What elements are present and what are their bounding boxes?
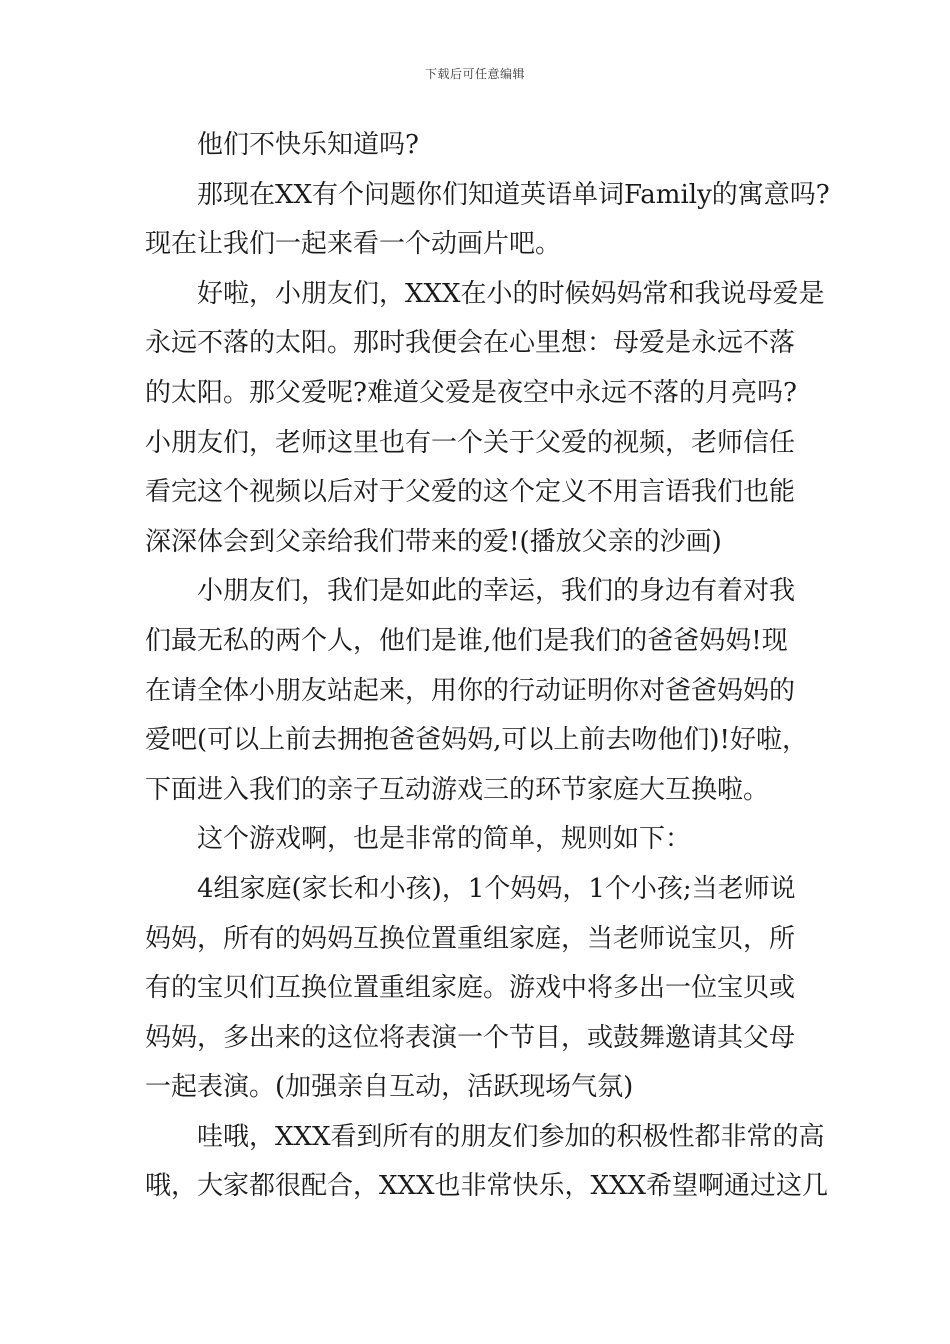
text-line: 爱吧(可以上前去拥抱爸爸妈妈,可以上前去吻他们)!好啦， <box>145 725 809 756</box>
text-line: 的太阳。那父爱呢?难道父爱是夜空中永远不落的月亮吗? <box>145 377 797 408</box>
text-line: 下面进入我们的亲子互动游戏三的环节家庭大互换啦。 <box>145 774 770 805</box>
text-line: 他们不快乐知道吗? <box>197 130 419 160</box>
text-line: 们最无私的两个人，他们是谁,他们是我们的爸爸妈妈!现 <box>145 625 788 656</box>
text-line: 永远不落的太阳。那时我便会在心里想：母爱是永远不落 <box>145 328 796 359</box>
text-line: 妈妈，所有的妈妈互换位置重组家庭，当老师说宝贝，所 <box>145 923 796 954</box>
text-line: 好啦，小朋友们，XXX在小的时候妈妈常和我说母爱是 <box>197 278 825 309</box>
text-line: 那现在XX有个问题你们知道英语单词Family的寓意吗? <box>197 179 830 210</box>
text-line: 现在让我们一起来看一个动画片吧。 <box>145 229 562 260</box>
text-line: 哦，大家都很配合，XXX也非常快乐，XXX希望啊通过这几 <box>145 1171 829 1202</box>
text-line: 小朋友们，我们是如此的幸运，我们的身边有着对我 <box>197 576 796 607</box>
text-line: 一起表演。(加强亲自互动，活跃现场气氛) <box>145 1072 634 1103</box>
text-line: 4组家庭(家长和小孩)，1个妈妈，1个小孩;当老师说 <box>197 873 796 904</box>
text-line: 看完这个视频以后对于父爱的这个定义不用言语我们也能 <box>145 477 796 508</box>
page-header: 下载后可任意编辑 <box>424 67 525 81</box>
body-text <box>145 121 830 1212</box>
text-line: 小朋友们，老师这里也有一个关于父爱的视频，老师信任 <box>145 427 796 458</box>
text-line: 哇哦，XXX看到所有的朋友们参加的积极性都非常的高 <box>197 1121 825 1152</box>
text-line: 在请全体小朋友站起来，用你的行动证明你对爸爸妈妈的 <box>145 675 796 706</box>
text-line: 有的宝贝们互换位置重组家庭。游戏中将多出一位宝贝或 <box>145 973 796 1004</box>
text-line: 深深体会到父亲给我们带来的爱!(播放父亲的沙画) <box>145 526 722 557</box>
text-line: 这个游戏啊，也是非常的简单，规则如下： <box>197 824 692 855</box>
text-line: 妈妈，多出来的这位将表演一个节目，或鼓舞邀请其父母 <box>145 1022 796 1053</box>
